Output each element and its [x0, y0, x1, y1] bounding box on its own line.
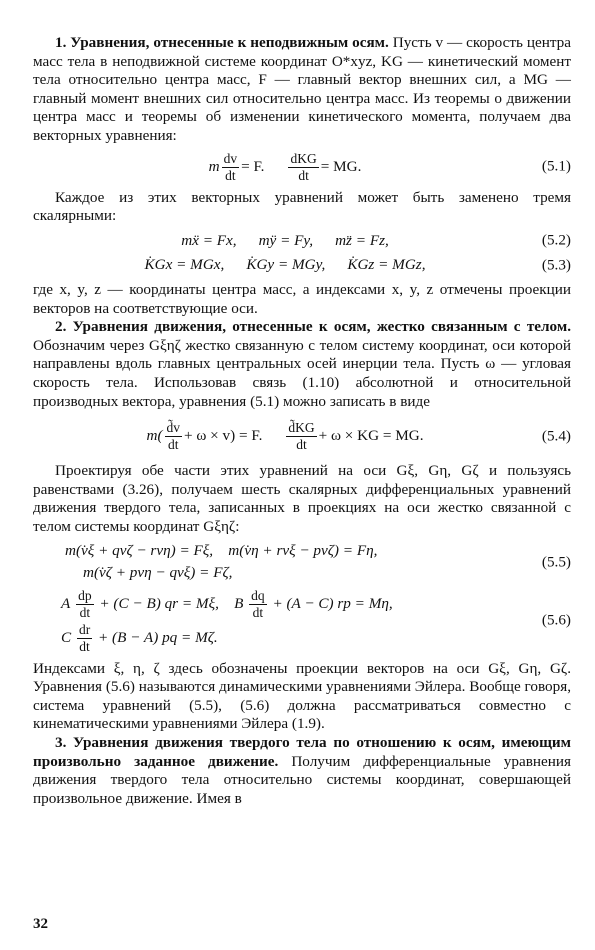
eq54-fraction-a: $\frac{d̃v}{dt}$	[166, 420, 181, 453]
section-3-paragraph	[33, 734, 571, 808]
eq55-line-1: m(v̇ξ + qvζ − rvη) = Fξ, m(v̇η + rvξ − pvζ) = Fη,	[65, 542, 378, 560]
equation-5-4	[33, 421, 571, 452]
section-2-paragraph	[33, 318, 571, 411]
equation-number: (5.3)	[541, 256, 571, 274]
equation-5-3: K̇Gx = MGx, K̇Gy = MGy, K̇Gz = MGz, (5.3)	[144, 256, 571, 274]
equation-5-2: mẍ = Fx, mÿ = Fy, mz̈ = Fz, (5.2)	[181, 231, 571, 249]
section-1-paragraph	[33, 34, 571, 146]
eq56-line-2: C $\frac{dr}{dt}$ + (B − A) pq = Mζ.	[61, 621, 218, 654]
eq55-line-2: m(v̇ζ + pvη − qvξ) = Fζ,	[83, 564, 233, 582]
section-2-text: Обозначим через Gξηζ жестко связанную с телом систему координат, оси которой направлены вдоль главных центральных осей инерции тела. Пусть ω — угловая скорость тела. Использовав связь (1.10) абсолютной и относительной производных вектора, уравнения (5.1) можно записать в виде	[33, 336, 571, 410]
section-1-text: Пусть v — скорость центра масс тела в неподвижной системе координат O*xyz, KG — кинетический момент тела относительно центра масс, F — главный вектор внешних сил, а MG — главный момент внешних сил относительно центра масс. Из теоремы о движении центра масс и теоремы об изменении кинетического момента, получаем два векторных уравнения:	[33, 34, 572, 144]
eq51-part-b: $\frac{\text{dKG}}{dt}$ = MG.	[290, 150, 362, 183]
section-2-heading: 2. Уравнения движения, отнесенные к осям, жестко связанным с телом.	[55, 318, 571, 336]
eq54-part-b: $\frac{d̃KG}{dt}$ + ω × KG = MG.	[288, 420, 424, 453]
equation-5-1	[33, 152, 571, 183]
section-1-heading: 1. Уравнения, отнесенные к неподвижным осям.	[55, 34, 389, 51]
section-3-text: Получим дифференциальные уравнения движения твердого тела относительно системы координат, совершающей произвольное движение. Имея в	[33, 752, 571, 807]
eq51-part-a: m $\frac{dv}{dt}$ = F.	[208, 150, 265, 183]
equation-5-5	[33, 542, 571, 582]
equation-number: (5.2)	[541, 231, 571, 249]
eq54-part-a: m( $\frac{d̃v}{dt}$ + ω × v) = F.	[146, 420, 263, 453]
eq51-fraction-b: $\frac{\text{dKG}}{dt}$	[290, 150, 317, 183]
eq56-fraction-p: $\frac{dp}{dt}$	[78, 587, 92, 620]
page-number: 32	[33, 916, 48, 933]
eq56-line-1: A $\frac{dp}{dt}$ + (C − B) qr = Mξ, B $\frac{dq}{dt}$ + (A − C) rp = Mη,	[61, 587, 393, 620]
eq54-fraction-b: $\frac{d̃KG}{dt}$	[288, 420, 315, 453]
equation-number: (5.5)	[541, 553, 571, 571]
eq56-fraction-r: $\frac{dr}{dt}$	[78, 621, 91, 654]
equation-number: (5.4)	[541, 427, 571, 445]
paragraph-coordinates: где x, y, z — координаты центра масс, а индексами x, y, z отмечены проекции векторов на соответствующие оси.	[33, 280, 571, 317]
paragraph-projections: Проектируя обе части этих уравнений на оси Gξ, Gη, Gζ и пользуясь равенствами (3.26), получаем шесть скалярных дифференциальных уравнений движения твердого тела, записанных в проекциях на оси жестко связанной с телом системы координат Gξηζ:	[33, 462, 571, 535]
paragraph-euler: Индексами ξ, η, ζ здесь обозначены проекции векторов на оси Gξ, Gη, Gζ. Уравнения (5.6) называются динамическими уравнениями Эйлера. Вообще говоря, система уравнений (5.5), (5.6) должна рассматриваться совместно с кинематическими уравнениями Эйлера (1.9).	[33, 659, 571, 733]
eq51-fraction-a: $\frac{dv}{dt}$	[223, 150, 238, 183]
equation-5-6	[33, 589, 571, 654]
eq56-fraction-q: $\frac{dq}{dt}$	[251, 587, 265, 620]
equation-number: (5.6)	[541, 611, 571, 629]
paragraph-scalar-intro: Каждое из этих векторных уравнений может быть заменено тремя скалярными:	[33, 188, 571, 225]
equation-number: (5.1)	[541, 157, 571, 175]
section-3-heading: 3. Уравнения движения твердого тела по отношению к осям, имеющим произвольно заданное движение.	[33, 734, 571, 770]
